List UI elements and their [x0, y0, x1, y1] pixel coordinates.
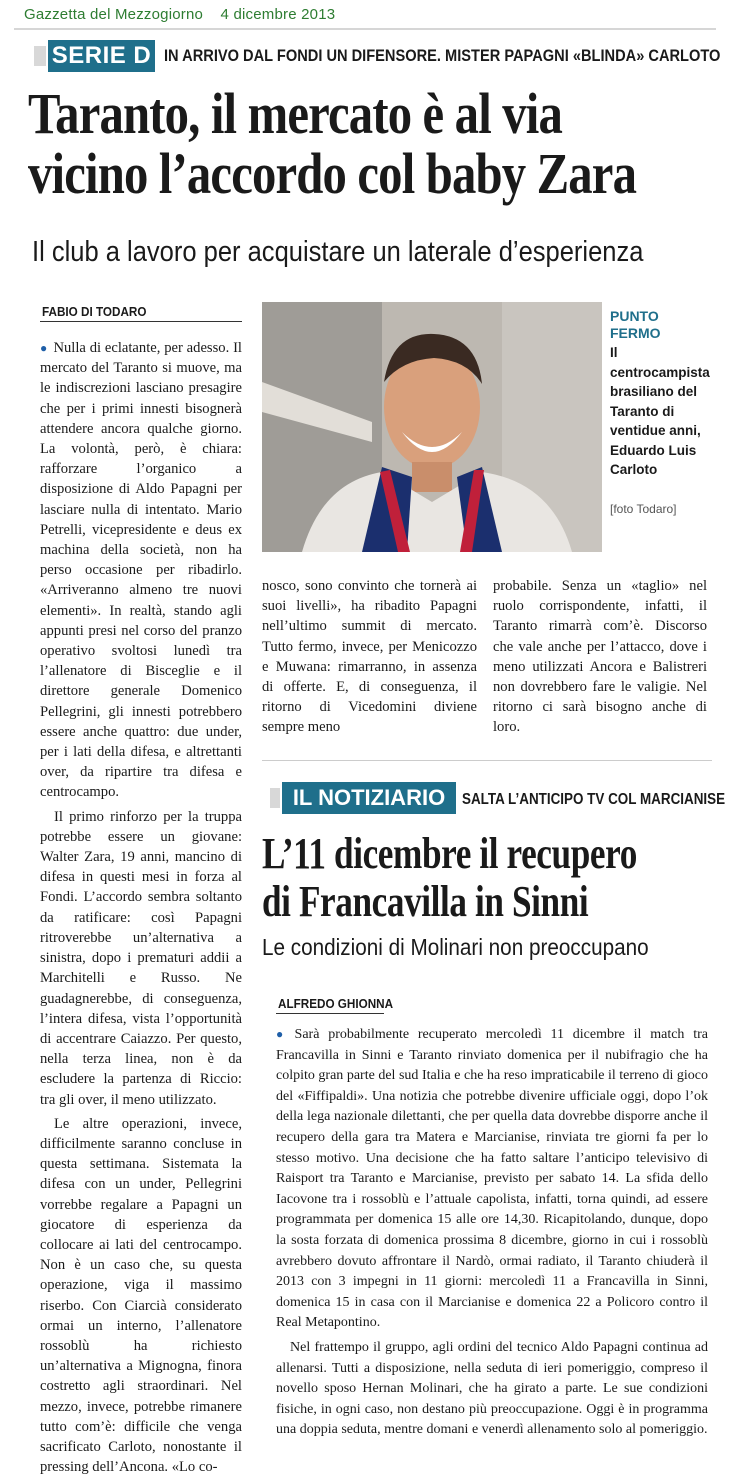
byline-rule — [276, 1013, 384, 1014]
article-column-notiziario — [276, 1024, 708, 1438]
paragraph: probabile. Senza un «taglio» nel ruolo corrispondente, infatti, il Taranto rimarrà com’è. Discorso che vale anche per l’attacco, dove i meno utilizzati Ancora e Balistreri non dovrebbero fare le valigie. Nel ritorno ci sarà bisogno anche di loro. — [493, 578, 707, 736]
newspaper-name: Gazzetta del Mezzogiorno — [24, 6, 204, 23]
top-divider — [14, 28, 716, 30]
player-photo — [262, 302, 602, 552]
headline-line-2: di Francavilla in Sinni — [262, 877, 589, 926]
section-label: SERIE D — [48, 40, 155, 72]
paragraph: Il primo rinforzo per la truppa potrebbe essere un giovane: Walter Zara, 19 anni, mancino di difesa in questi mesi in forza al Fondi. L’accordo sembra soltanto da ratificare: così Papagni ritroverebbe un’alternativa a sinistra, dopo i prematuri addii a Marchitelli e Russo. Ne guadagnerebbe, di conseguenza, l’intera difesa, vista l’opportunità di accentrare Caiazzo. Per questo, nella terza linea, non è da escludere la partenza di Riccio: tra gli over, il meno utilizzato. — [40, 808, 242, 1108]
paragraph: Le altre operazioni, invece, difficilmente saranno concluse in questa settimana. Sistemata la difesa con un under, Pellegrini vorrebbe regalare a Papagni un giocatore di esperienza da collocare ai lati del centrocampo. Non è un caso che, su questa operazione, viga il massimo riserbo. Con Ciarcià considerato ormai un interno, l’allenatore rossoblù ha richiesto un’alternativa a Mignogna, finora costretto agli straordinari. Nel mezzo, invece, potrebbe rimanere tutto com’è: difficile che venga sacrificato Carloto, nonostante il pressing dell’Ancona. «Lo co- — [40, 1115, 242, 1476]
byline: FABIO DI TODARO — [42, 304, 147, 319]
photo-caption-title — [610, 308, 661, 342]
headline-line-2: vicino l’accordo col baby Zara — [28, 141, 637, 206]
article-column-3 — [493, 576, 707, 748]
byline-rule — [40, 321, 242, 322]
headline-notiziario — [262, 830, 637, 926]
subheadline: Il club a lavoro per acquistare un laterale d’esperienza — [32, 236, 644, 268]
article-column-1 — [40, 338, 242, 1476]
player-photo-image — [262, 302, 602, 552]
kicker-notiziario: SALTA L’ANTICIPO TV COL MARCIANISE — [462, 791, 726, 808]
subheadline-notiziario: Le condizioni di Molinari non preoccupano — [262, 934, 649, 960]
caption-title-line-2: FERMO — [610, 325, 661, 341]
photo-credit: [foto Todaro] — [610, 502, 677, 516]
section-marker — [34, 46, 46, 66]
photo-caption: Il centrocampista brasiliano del Taranto di ventidue anni, Eduardo Luis Carloto — [610, 345, 710, 477]
headline-line-1: Taranto, il mercato è al via — [28, 81, 562, 146]
source-header — [24, 6, 335, 23]
section-marker — [270, 788, 280, 808]
byline-notiziario: ALFREDO GHIONNA — [278, 996, 394, 1011]
article-column-2 — [262, 576, 477, 748]
paragraph: ● Sarà probabilmente recuperato mercoledì 11 dicembre il match tra Francavilla in Sinni e Taranto rinviato domenica per il nubifragio che ha colpito gran parte del sud Italia e che ha reso impraticabile il terreno di gioco del «Fiffipaldi». Una notizia che potrebbe divenire ufficiale oggi, dopo l’ok della lega nazionale dilettanti, che per quella data dovrebbe disporre anche il recupero della gara tra Matera e Marcianise, rinviata tre giorni fa per lo stesso motivo. Una decisione che ha fatto saltare l’anticipo televisivo di Raisport tra Taranto e Marcianise, previsto per sabato 14. La sfida dello Iacovone tra i rossoblù e l’attuale capolista, infatti, torna quindi, ad essere programmata per domenica 15 alle ore 14,30. Ricapitolando, dunque, dopo la sosta forzata di domenica prossima 8 dicembre, giorno in cui i rossoblù avrebbero dovuto affrontare il Nardò, ormai radiato, il Taranto chiuderà il 2013 con 3 impegni in 11 giorni: mercoledì 11 a Francavilla in Sinni, domenica 15 in casa con il Marcianise e domenica 22 a Policoro contro il Real Metapontino. — [276, 1027, 708, 1331]
headline — [28, 81, 637, 206]
section-label-notiziario: IL NOTIZIARIO — [282, 782, 456, 814]
bullet-icon: ● — [276, 1027, 289, 1041]
publication-date: 4 dicembre 2013 — [220, 6, 336, 23]
paragraph: ● Nulla di eclatante, per adesso. Il mercato del Taranto si muove, ma le indiscrezioni lasciano presagire che per i primi innesti bisognerà attendere ancora qualche giorno. La volontà, però, è chiara: rafforzare l’organico a disposizione di Aldo Papagni per lasciare nulla di intentato. Mario Petrelli, vicepresidente e deus ex machina della società, non ha perso occasione per ribadirlo. «Arriveranno almeno tre nuovi elementi». In realtà, stando agli appunti presi nel corso del pranzo operativo svoltosi lunedì tra l’allenatore di Bisceglie e il direttore generale Domenico Pellegrini, gli innesti potrebbero essere anche quattro: due under, per i lati della difesa, e altrettanti over, da ripartire tra difesa e centrocampo. — [40, 340, 242, 801]
headline-line-1: L’11 dicembre il recupero — [262, 829, 637, 878]
kicker: IN ARRIVO DAL FONDI UN DIFENSORE. MISTER PAPAGNI «BLINDA» CARLOTO — [164, 46, 721, 65]
bullet-icon: ● — [40, 341, 48, 355]
section-divider — [262, 760, 712, 761]
caption-title-line-1: PUNTO — [610, 308, 659, 324]
paragraph: Nel frattempo il gruppo, agli ordini del tecnico Aldo Papagni continua ad allenarsi. Tutti a disposizione, nella seduta di ieri pomeriggio, compreso il novello sposo Hernan Molinari, che ha girato a parte. Le sue condizioni fisiche, in ogni caso, non destano più preoccupazione. Oggi è in programma una doppia seduta, mentre domani e venerdì allenamento solo al pomeriggio. — [276, 1339, 708, 1438]
paragraph: nosco, sono convinto che tornerà ai suoi livelli», ha ribadito Papagni nell’ultimo summit di mercato. Tutto fermo, invece, per Menicozzo e Muwana: rimarranno, in assenza di offerte. E, di conseguenza, il ritorno di Vicedomini diviene sempre meno — [262, 578, 477, 736]
